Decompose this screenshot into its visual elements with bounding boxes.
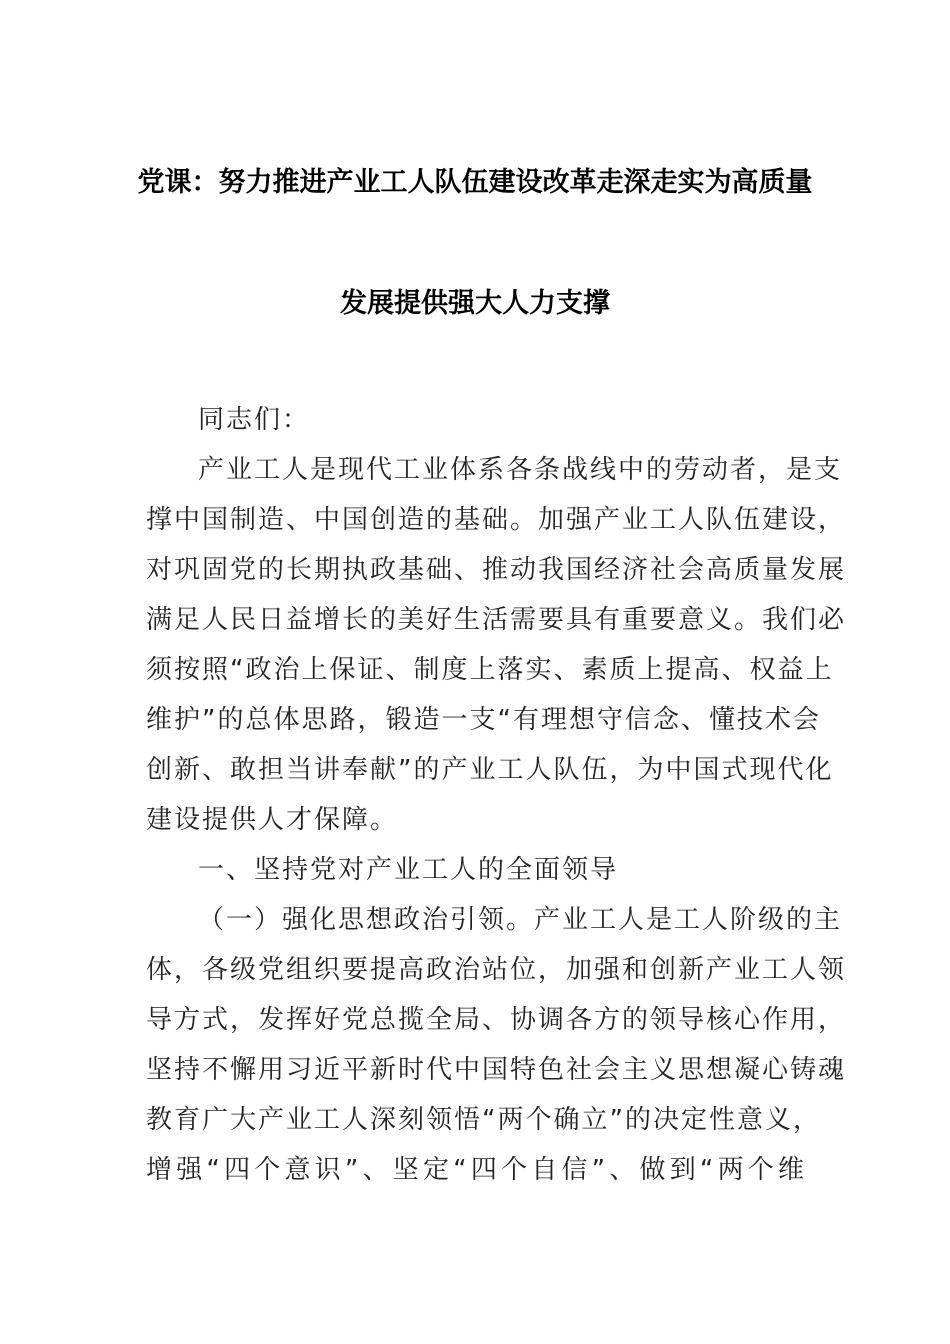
section-heading: 一、坚持党对产业工人的全面领导	[198, 855, 619, 885]
body-line: 撑中国制造、中国创造的基础。加强产业工人队伍建设，	[146, 505, 847, 535]
body-line: 增强“四个意识”、坚定“四个自信”、做到“两个维	[146, 1155, 806, 1185]
body-line: 须按照“政治上保证、制度上落实、素质上提高、权益上	[146, 655, 834, 685]
document-title-line-1: 党课：努力推进产业工人队伍建设改革走深走实为高质量	[137, 167, 813, 198]
body-line: 产业工人是现代工业体系各条战线中的劳动者，是支	[198, 455, 843, 485]
body-line: 维护”的总体思路，锻造一支“有理想守信念、懂技术会	[146, 705, 821, 735]
body-line: 创新、敢担当讲奉献”的产业工人队伍，为中国式现代化	[146, 755, 834, 785]
body-line: 教育广大产业工人深刻领悟“两个确立”的决定性意义，	[146, 1105, 821, 1135]
body-line: 满足人民日益增长的美好生活需要具有重要意义。我们必	[146, 605, 847, 635]
document-title-line-2: 发展提供强大人力支撑	[340, 288, 610, 319]
salutation: 同志们：	[198, 405, 311, 435]
body-line: 建设提供人才保障。	[146, 805, 399, 835]
body-line: （一）强化思想政治引领。产业工人是工人阶级的主	[198, 905, 843, 935]
body-line: 体，各级党组织要提高政治站位，加强和创新产业工人领	[146, 955, 847, 985]
body-line: 导方式，发挥好党总揽全局、协调各方的领导核心作用，	[146, 1005, 847, 1035]
body-line: 坚持不懈用习近平新时代中国特色社会主义思想凝心铸魂	[146, 1055, 847, 1085]
body-line: 对巩固党的长期执政基础、推动我国经济社会高质量发展	[146, 555, 847, 585]
document-body	[146, 395, 847, 1195]
